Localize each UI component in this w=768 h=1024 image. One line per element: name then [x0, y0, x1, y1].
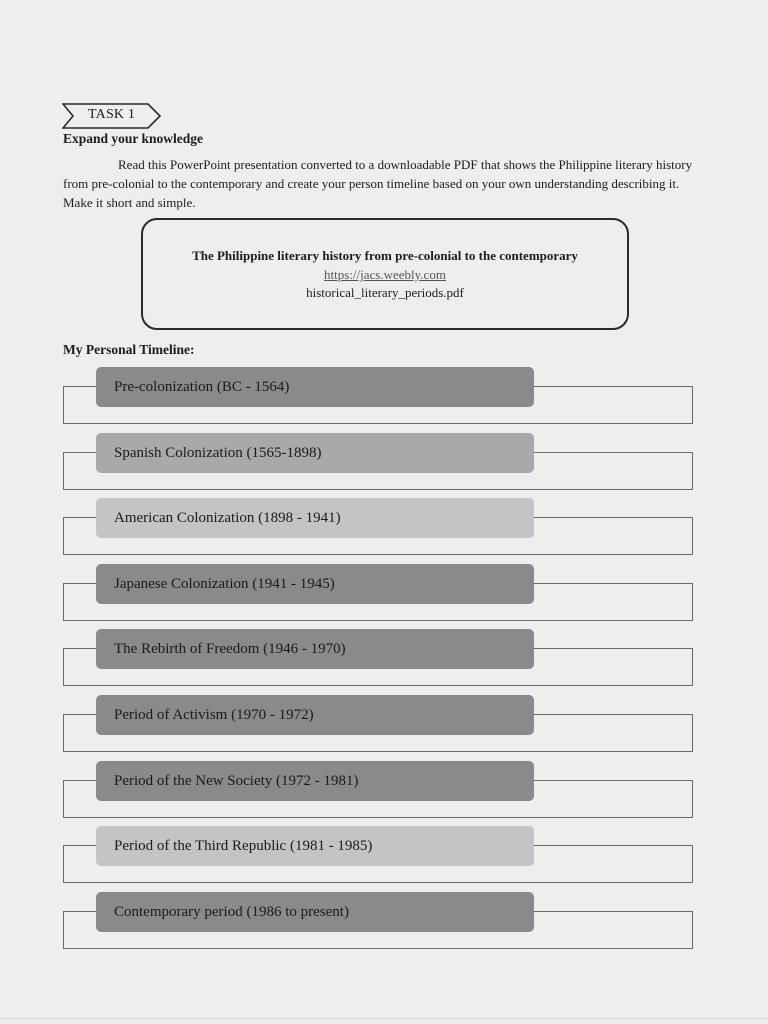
section-heading: Expand your knowledge: [63, 131, 204, 146]
timeline-period-label: Period of Activism (1970 - 1972): [96, 695, 534, 735]
page-edge-divider: [0, 1018, 768, 1019]
timeline-period-label: American Colonization (1898 - 1941): [96, 498, 534, 538]
timeline-heading: My Personal Timeline:: [63, 342, 195, 357]
resource-filename: historical_literary_periods.pdf: [306, 285, 464, 300]
resource-box: [141, 218, 629, 330]
instructions-paragraph: Read this PowerPoint presentation converted to a downloadable PDF that shows the Philippine literary history from pre-colonial to the contemporary and create your person timeline based on your own understanding describing it. Make it short and simple.: [63, 157, 693, 210]
timeline-period-label: Period of the Third Republic (1981 - 1985): [96, 826, 534, 866]
timeline-period-label: Pre-colonization (BC - 1564): [96, 367, 534, 407]
task-label: TASK 1: [88, 107, 136, 122]
timeline-period-label: Japanese Colonization (1941 - 1945): [96, 564, 534, 604]
task-tag: [62, 103, 162, 129]
timeline-period-label: The Rebirth of Freedom (1946 - 1970): [96, 629, 534, 669]
timeline-period-label: Period of the New Society (1972 - 1981): [96, 761, 534, 801]
timeline-period-label: Contemporary period (1986 to present): [96, 892, 534, 932]
resource-link[interactable]: https://jacs.weebly.com: [324, 267, 446, 282]
timeline-period-label: Spanish Colonization (1565-1898): [96, 433, 534, 473]
resource-title: The Philippine literary history from pre-colonial to the contemporary: [192, 248, 578, 263]
